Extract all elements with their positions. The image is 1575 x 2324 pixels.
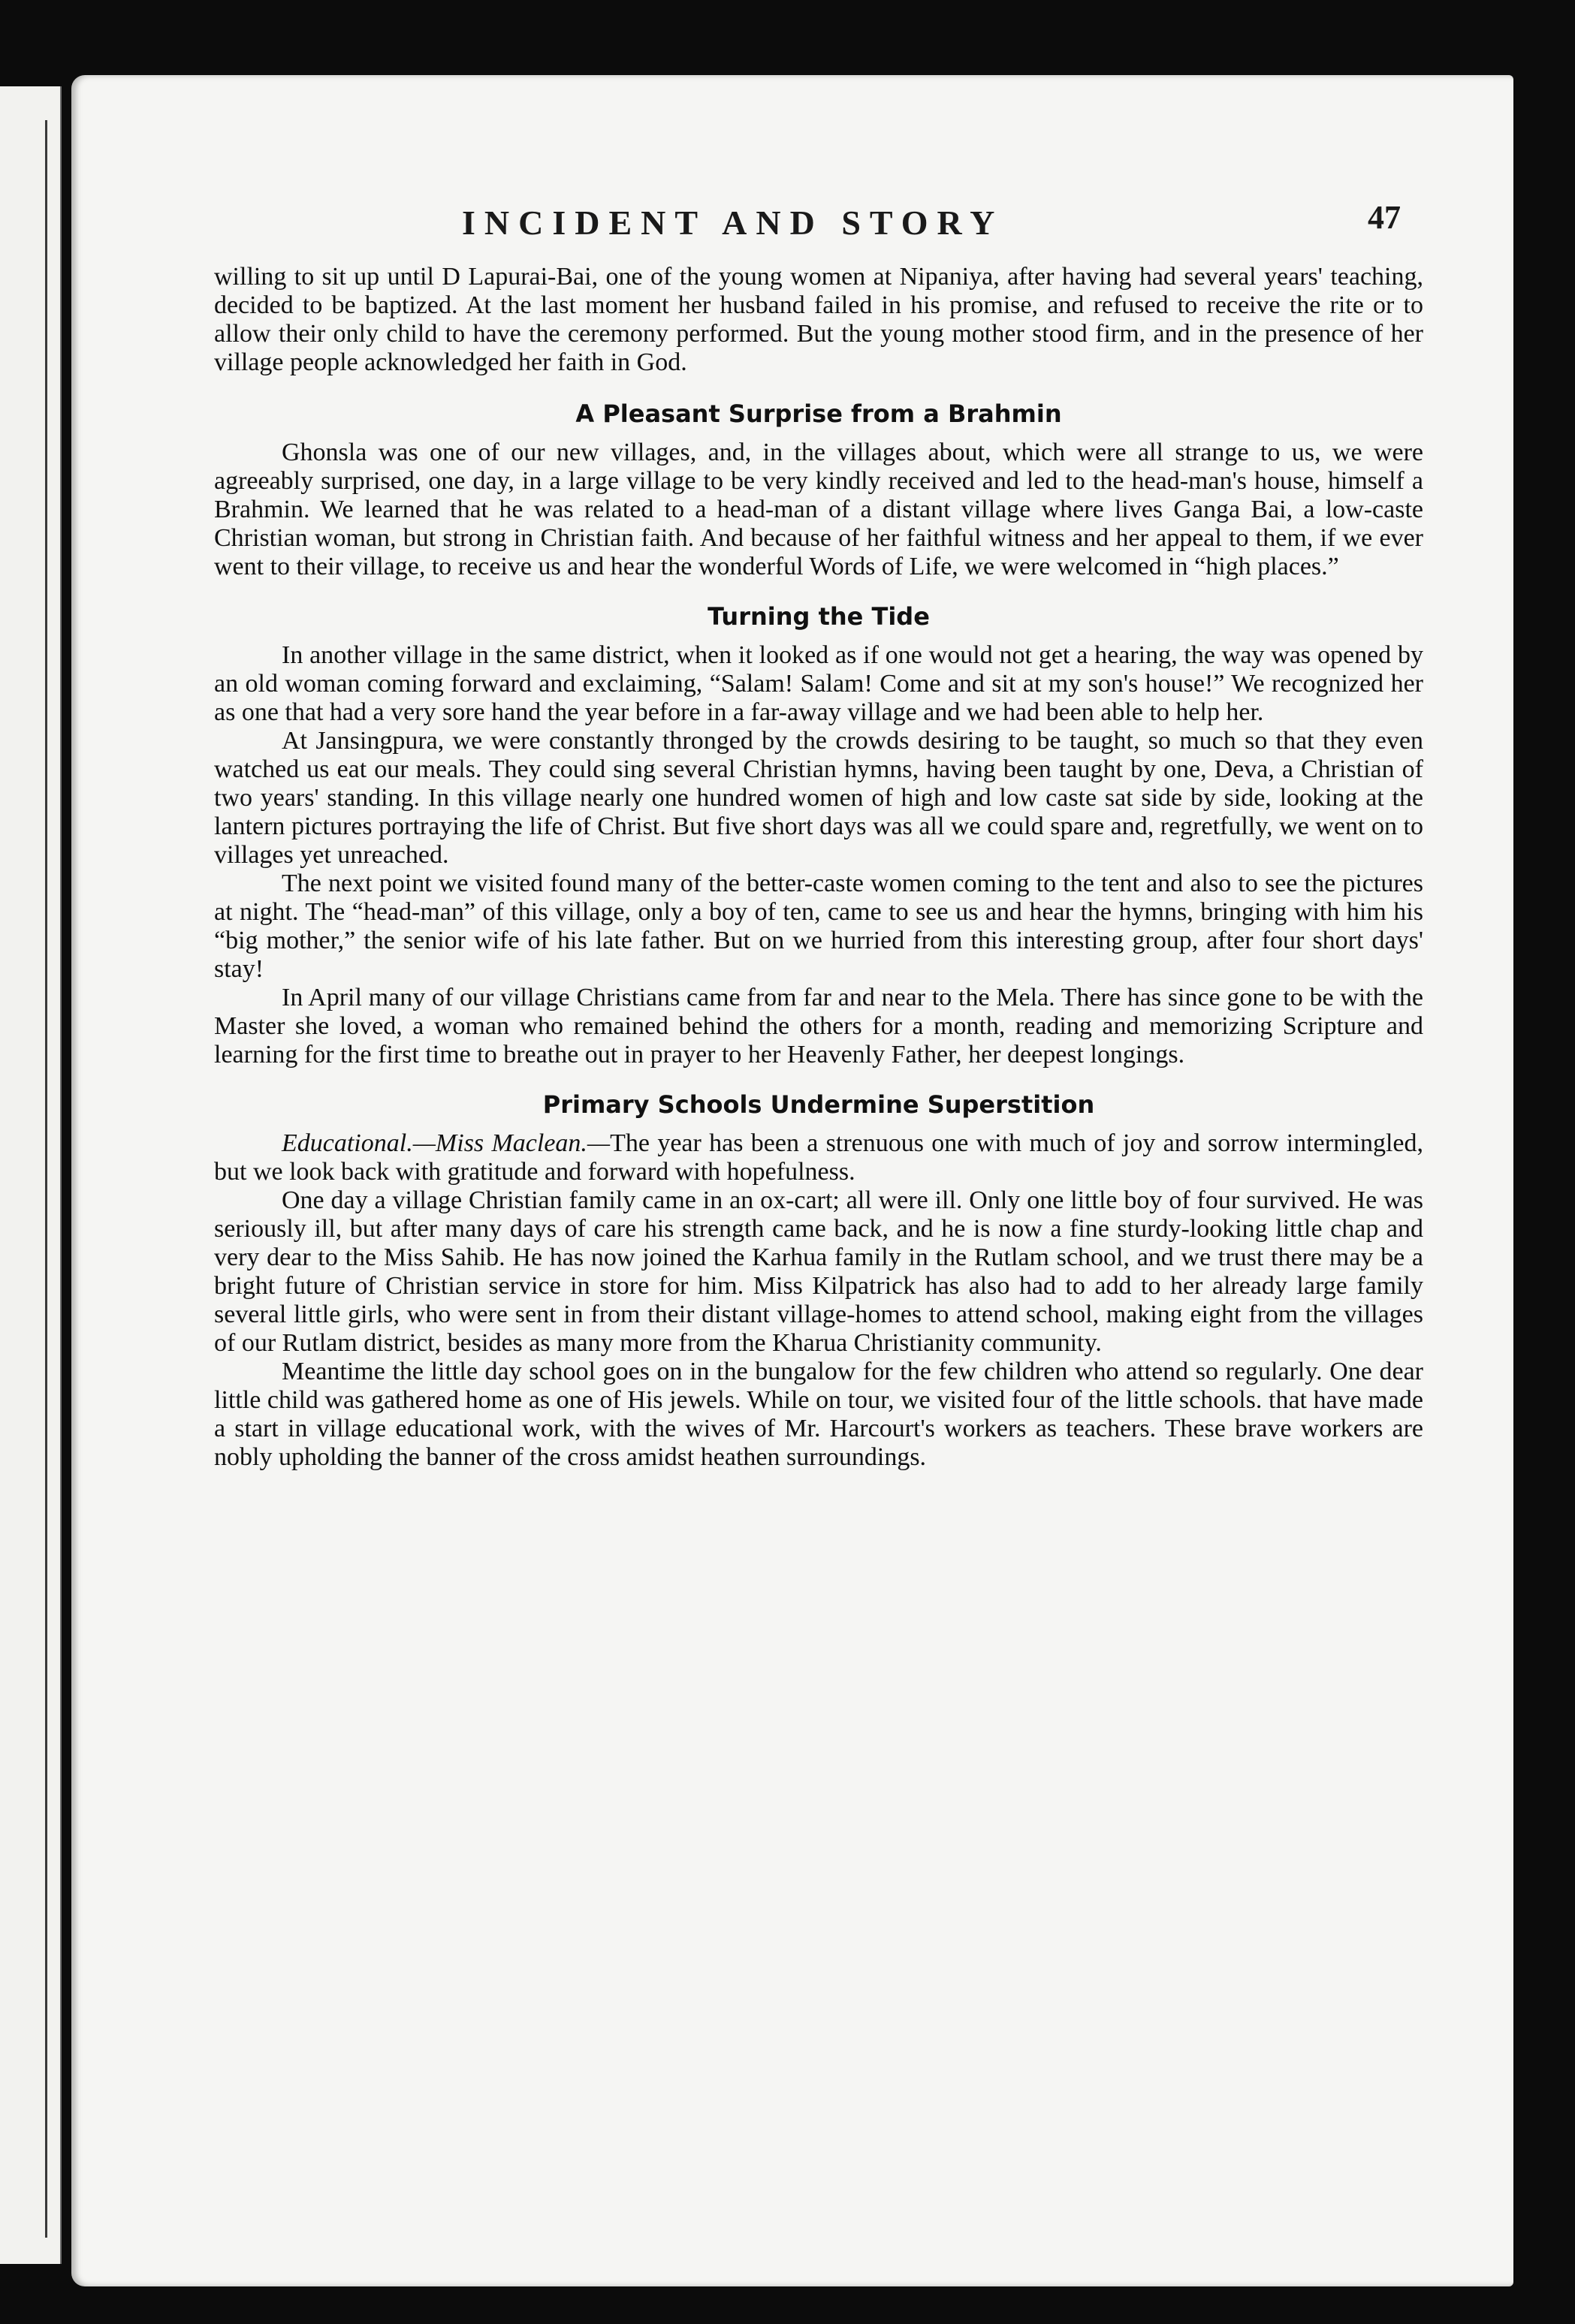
paragraph: At Jansingpura, we were constantly thronged by the crowds desiring to be taught, so much so that they even watched us eat our meals. They could sing several Christian hymns, having been taught by one, Deva, a Christian of two years' standing. In this village nearly one hundred women of high and low caste sat side by side, looking at the lantern pictures portraying the life of Christ. But five short days was all we could spare and, regretfully, we went on to villages yet unreached.	[214, 727, 1423, 869]
paragraph: One day a village Christian family came in an ox-cart; all were ill. Only one little boy of four survived. He was seriously ill, but after many days of care his strength came back, and he is now a fine sturdy-looking little chap and very dear to the Miss Sahib. He has now joined the Karhua family in the Rutlam school, and we trust there may be a bright future of Christian service in store for him. Miss Kilpatrick has also had to add to her already large family several little girls, who were sent in from their distant village-homes to attend school, making eight from the villages of our Rutlam district, besides as many more from the Kharua Christianity community.	[214, 1186, 1423, 1357]
paragraph: In April many of our village Christians came from far and near to the Mela. There has since gone to be with the Master she loved, a woman who remained behind the others for a month, reading and memorizing Scripture and learning for the first time to breathe out in prayer to her Heavenly Father, her deepest longings.	[214, 984, 1423, 1069]
paragraph: The next point we visited found many of the better-caste women coming to the tent and also to see the pictures at night. The “head-man” of this village, only a boy of ten, came to see us and hear the hymns, bringing with him his “big mother,” the senior wife of his late father. But on we hurried from this interesting group, after four short days' stay!	[214, 870, 1423, 983]
paragraph: Ghonsla was one of our new villages, and, in the villages about, which were all strange to us, we were agreeably surprised, one day, in a large village to be very kindly received and led to the head-man's house, himself a Brahmin. We learned that he was related to a head-man of a distant village where lives Ganga Bai, a low-caste Christian woman, but strong in Christian faith. And because of her faithful witness and her appeal to them, if we ever went to their village, to receive us and hear the wonderful Words of Life, we were welcomed in “high places.”	[214, 439, 1423, 580]
section-heading-brahmin: A Pleasant Surprise from a Brahmin	[575, 399, 1062, 428]
schools-lead-paragraph	[214, 1129, 1423, 1186]
paragraph: In another village in the same district, when it looked as if one would not get a hearing, the way was opened by an old woman coming forward and exclaiming, “Salam! Salam! Come and sit at my son's house!” We recognized her as one that had a very sore hand the year before in a far-away village and we had been able to help her.	[214, 641, 1423, 726]
paragraph: Meantime the little day school goes on in the bungalow for the few children who attend so regularly. One dear little child was gathered home as one of His jewels. While on tour, we visited four of the little schools. that have made a start in village educational work, with the wives of Mr. Harcourt's workers as teachers. These brave workers are nobly upholding the banner of the cross amidst heathen surroundings.	[214, 1358, 1423, 1471]
page-gutter-shadow	[45, 120, 47, 2238]
running-head: INCIDENT AND STORY	[462, 203, 1004, 242]
byline: Educational.—Miss Maclean.—	[282, 1129, 611, 1157]
page-header	[71, 199, 1513, 248]
lead-text: The year has been a strenuous one with much of joy and sorrow intermingled, but we look back with gratitude and forward with hopefulness.	[214, 1129, 1423, 1186]
page-body	[214, 263, 1423, 1472]
book-page	[71, 75, 1513, 2286]
page-number: 47	[1368, 199, 1401, 236]
section-heading-turning-tide: Turning the Tide	[708, 602, 930, 631]
opening-paragraph: willing to sit up until D Lapurai-Bai, one of the young women at Nipaniya, after having had several years' teaching, decided to be baptized. At the last moment her husband failed in his promise, and refused to receive the rite or to allow their only child to have the ceremony performed. But the young mother stood firm, and in the presence of her village people acknowledged her faith in God.	[214, 263, 1423, 376]
left-page-edge	[0, 86, 62, 2264]
section-heading-primary-schools: Primary Schools Undermine Superstition	[542, 1090, 1095, 1119]
